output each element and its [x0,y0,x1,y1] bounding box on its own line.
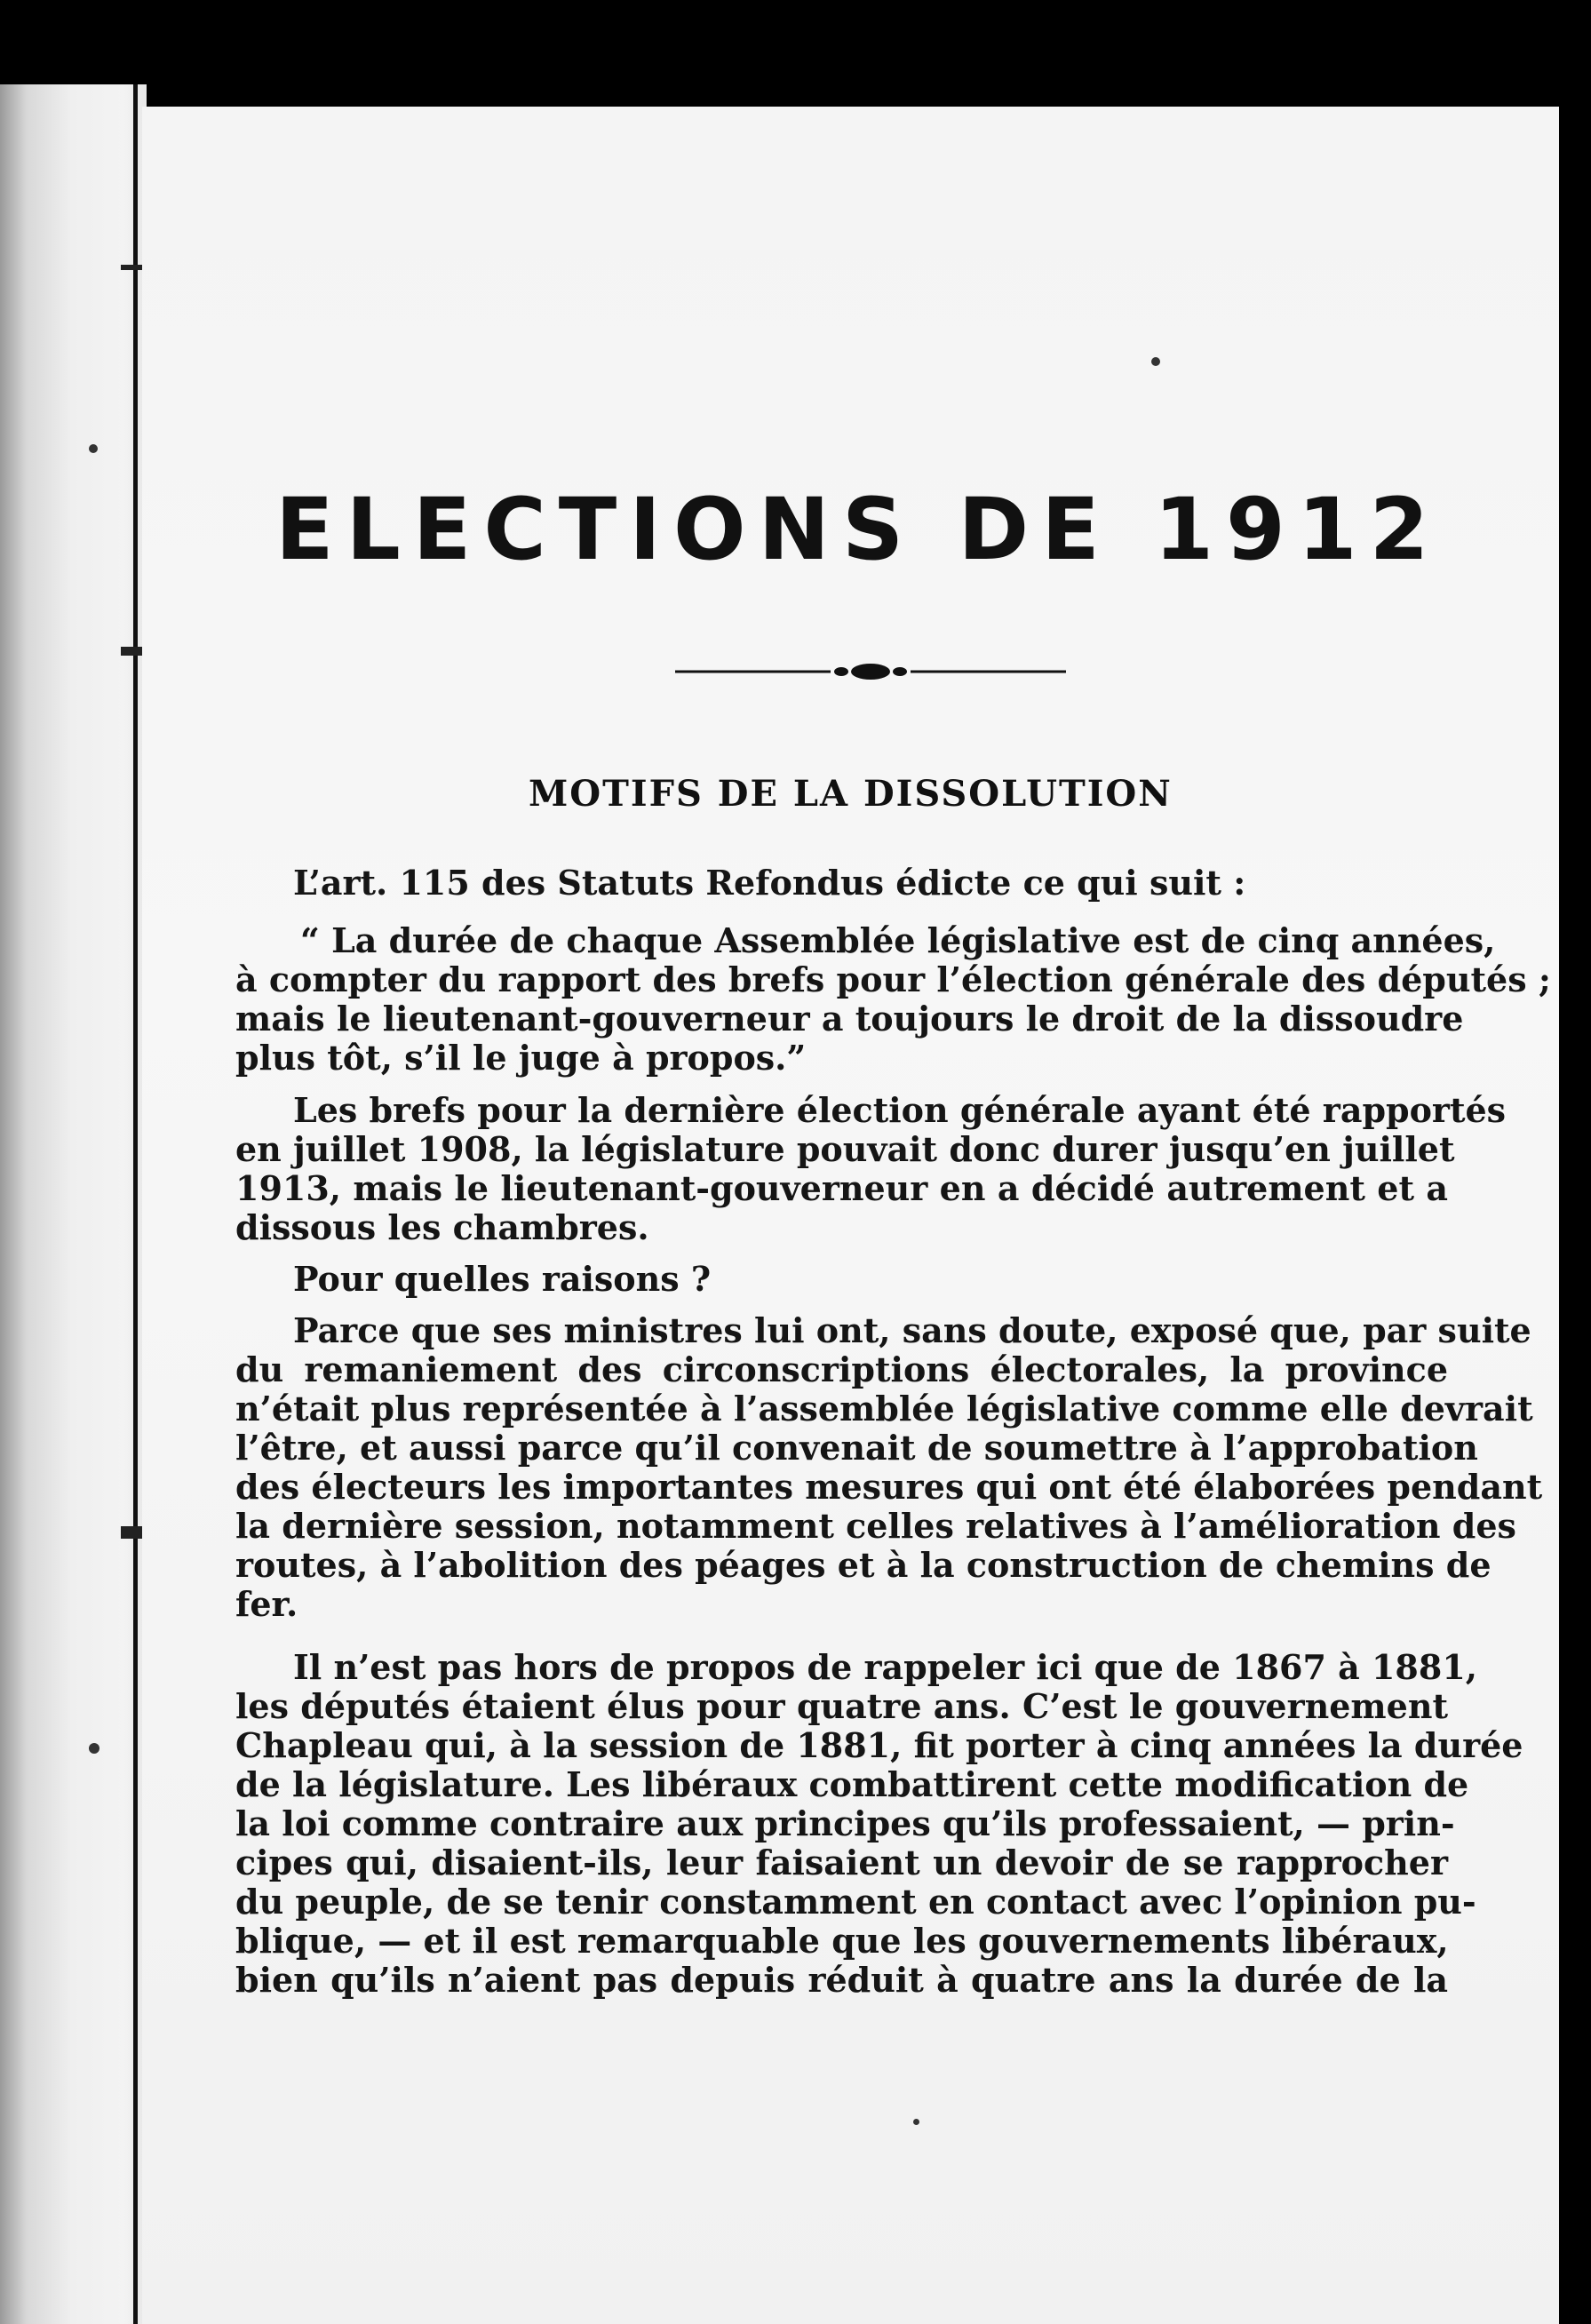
text-line: Parce que ses ministres lui ont, sans doute, exposé que, par suite [293,1310,1531,1350]
text-line: cipes qui, disaient-ils, leur faisaient un devoir de se rapprocher [235,1842,1448,1882]
page-right-edge [1559,107,1591,2324]
text-line: de la législature. Les libéraux combattirent cette modification de [235,1764,1469,1804]
text-line: plus tôt, s’il le juge à propos.” [235,1038,807,1078]
text-line: à compter du rapport des brefs pour l’élection générale des députés ; [235,959,1551,999]
text-line: l’être, et aussi parce qu’il convenait de soumettre à l’approbation [235,1428,1478,1468]
text-line: 1913, mais le lieutenant-gouverneur en a décidé autrement et a [235,1168,1448,1208]
film-speck [89,444,98,453]
text-line: mais le lieutenant-gouverneur a toujours le droit de la dissoudre [235,999,1464,1039]
text-line: Les brefs pour la dernière élection générale ayant été rapportés [293,1090,1507,1130]
text-line: blique, — et il est remarquable que les gouvernements libéraux, [235,1921,1449,1961]
film-speck [913,2119,919,2125]
binding-line [133,84,138,2324]
text-line: dissous les chambres. [235,1207,649,1247]
text-line: du peuple, de se tenir constamment en contact avec l’opinion pu- [235,1882,1476,1922]
text-line: “ La durée de chaque Assemblée législative est de cinq années, [300,920,1496,960]
text-line: la dernière session, notamment celles relatives à l’amélioration des [235,1506,1516,1546]
text-line: bien qu’ils n’aient pas depuis réduit à quatre ans la durée de la [235,1960,1448,2000]
section-heading: MOTIFS DE LA DISSOLUTION [529,773,1173,815]
text-line: en juillet 1908, la législature pouvait donc durer jusqu’en juillet [235,1129,1455,1169]
text-line: Chapleau qui, à la session de 1881, fit porter à cinq années la durée [235,1725,1523,1765]
left-margin-strip [0,84,147,2324]
title-ornament [675,661,1066,682]
text-line: la loi comme contraire aux principes qu’ils professaient, — prin- [235,1803,1455,1843]
film-speck [89,1743,99,1754]
text-line: les députés étaient élus pour quatre ans. C’est le gouvernement [235,1686,1448,1726]
film-speck [1151,357,1160,366]
text-line: Pour quelles raisons ? [293,1259,712,1299]
text-line: des électeurs les importantes mesures qui ont été élaborées pendant [235,1467,1543,1507]
text-line: fer. [235,1584,298,1624]
text-line: routes, à l’abolition des péages et à la construction de chemins de [235,1545,1492,1585]
text-line: du remaniement des circonscriptions électorales, la province [235,1349,1448,1389]
text-line: n’était plus représentée à l’assemblée législative comme elle devrait [235,1389,1533,1429]
text-line: L’art. 115 des Statuts Refondus édicte ce qui suit : [293,863,1246,903]
page-title: ELECTIONS DE 1912 [275,480,1442,579]
text-line: Il n’est pas hors de propos de rappeler ici que de 1867 à 1881, [293,1647,1477,1687]
